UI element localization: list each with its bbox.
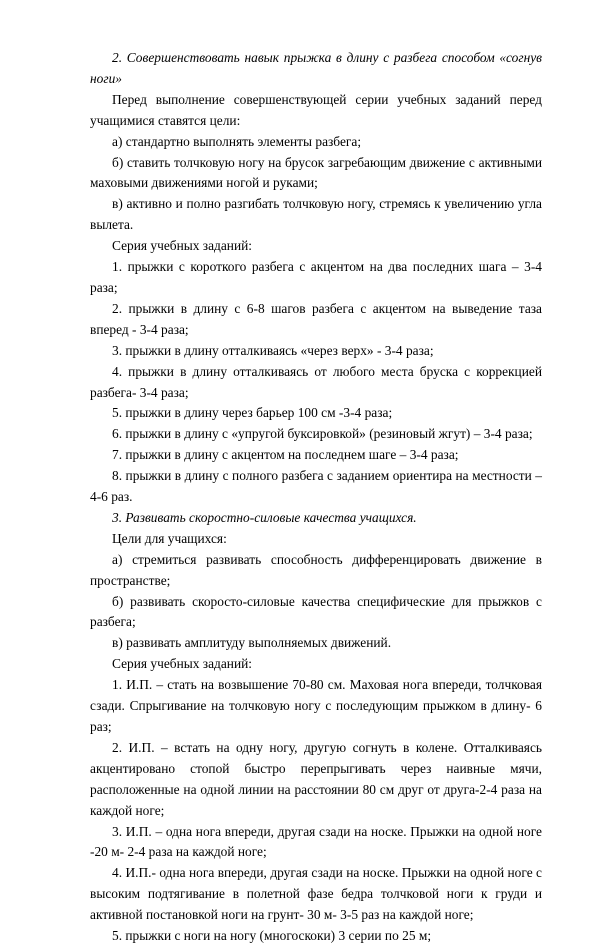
list-item: б) ставить толчковую ногу на брусок загребающим движение с активными маховыми движениями ногой и руками; [90,154,542,191]
list-item: 5. прыжки с ноги на ногу (многоскоки) 3 серии по 25 м; [112,928,432,944]
list-item: а) стремиться развивать способность дифференцировать движение в пространстве; [90,551,542,588]
list-item: 4. прыжки в длину отталкиваясь от любого места бруска с коррекцией разбега- 3-4 раза; [90,363,542,400]
list-item: в) развивать амплитуду выполняемых движений. [112,635,392,651]
list-item: в) активно и полно разгибать толчковую ногу, стремясь к увеличению угла вылета. [90,196,542,233]
paragraph: Цели для учащихся: [112,530,227,546]
list-item: 3. прыжки в длину отталкиваясь «через верх» - 3-4 раза; [112,342,434,358]
list-item: 2. И.П. – встать на одну ногу, другую согнуть в колене. Отталкиваясь акцентировано стопой быстро перепрыгивать через наивные мячи, расположенные на одной линии на расстоянии 80 см друг от друга-2-4 раза на каждой ноге; [90,739,542,818]
list-item: а) стандартно выполнять элементы разбега; [112,133,362,149]
list-item: 6. прыжки в длину с «упругой буксировкой» (резиновый жгут) – 3-4 раза; [112,426,533,442]
list-item: 3. И.П. – одна нога впереди, другая сзади на носке. Прыжки на одной ноге -20 м- 2-4 раза на каждой ноге; [90,823,542,860]
list-item: 5. прыжки в длину через барьер 100 см -3-4 раза; [112,405,393,421]
document-page [90,48,542,947]
section-heading: 3. Развивать скоростно-силовые качества учащихся. [112,509,417,525]
paragraph: Серия учебных заданий: [112,656,253,672]
paragraph: Перед выполнение совершенствующей серии учебных заданий перед учащимися ставятся цели: [90,91,542,128]
list-item: 2. прыжки в длину с 6-8 шагов разбега с акцентом на выведение таза вперед - 3-4 раза; [90,300,542,337]
section-heading: 2. Совершенствовать навык прыжка в длину с разбега способом «согнув ноги» [90,50,542,86]
list-item: 7. прыжки в длину с акцентом на последнем шаге – 3-4 раза; [112,447,459,463]
list-item: 1. И.П. – стать на возвышение 70-80 см. Маховая нога впереди, толчковая сзади. Спрыгивание на толчковую ногу с последующим прыжком в длину- 6 раз; [90,677,542,734]
list-item: 1. прыжки с короткого разбега с акцентом на два последних шага – 3-4 раза; [90,259,542,295]
list-item: 4. И.П.- одна нога впереди, другая сзади на носке. Прыжки на одной ноге с высоким подтягивание в полетной фазе бедра толчковой ноги к груди и активной постановкой ноги на грунт- 30 м- 3-5 раз на каждой ноге; [90,865,542,923]
list-item: 8. прыжки в длину с полного разбега с заданием ориентира на местности – 4-6 раз. [90,468,542,505]
paragraph: Серия учебных заданий: [112,238,253,254]
list-item: б) развивать скоросто-силовые качества специфические для прыжков с разбега; [90,593,542,630]
